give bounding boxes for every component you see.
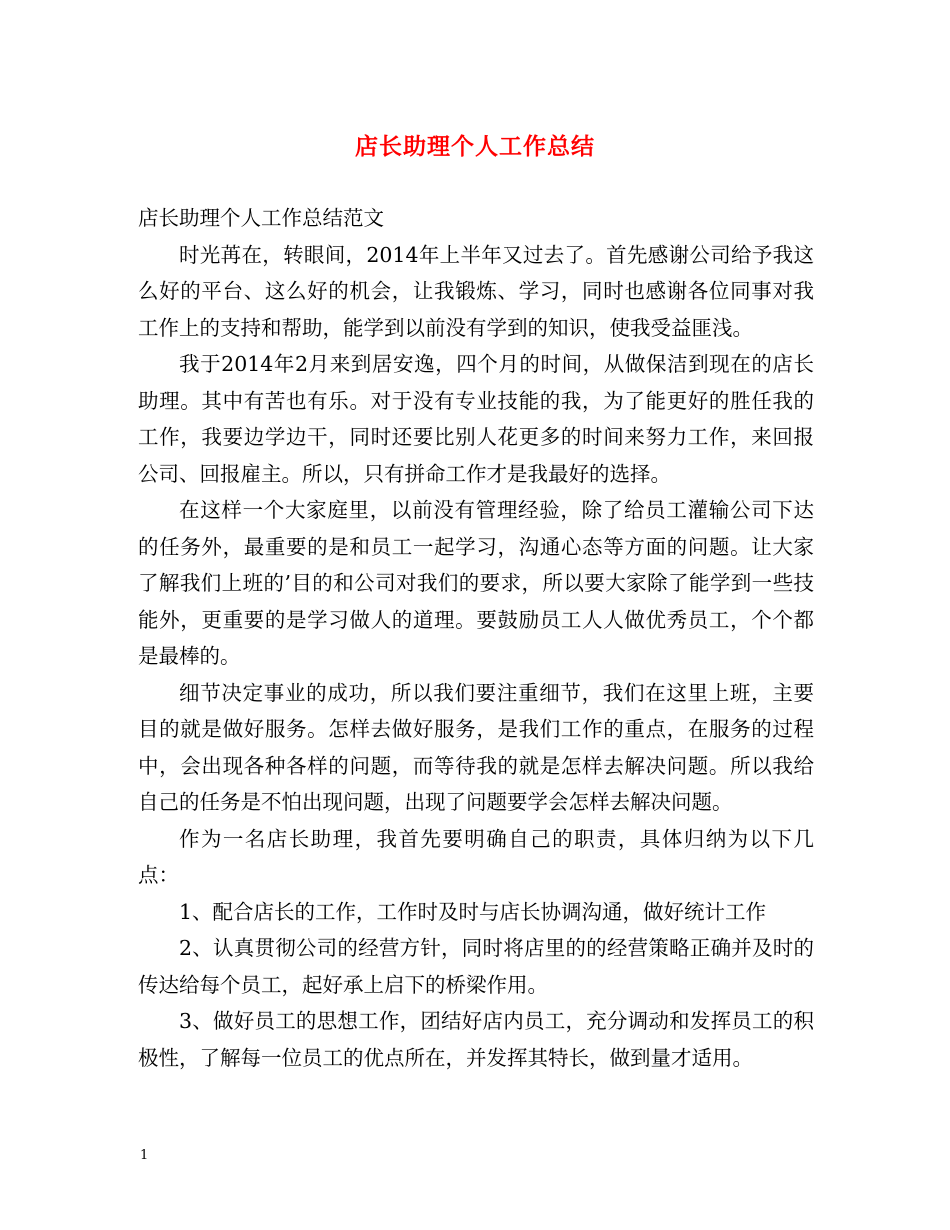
list-item-duty-3: 3、做好员工的思想工作，团结好店内员工，充分调动和发挥员工的积极性，了解每一位员工的优点所在，并发挥其特长，做到量才适用。 (138, 1009, 814, 1070)
subtitle-paragraph: 店长助理个人工作总结范文 (138, 206, 384, 230)
list-item-duty-1: 1、配合店长的工作，工作时及时与店长协调沟通，做好统计工作 (179, 899, 767, 924)
page-number: 1 (140, 1148, 149, 1163)
document-body (138, 200, 814, 1076)
paragraph-background: 我于2014年2月来到居安逸，四个月的时间，从做保洁到现在的店长助理。其中有苦也有乐。对于没有专业技能的我，为了能更好的胜任我的工作，我要边学边干，同时还要比别人花更多的时间来努力工作，来回报公司、回报雇主。所以，只有拼命工作才是我最好的选择。 (138, 352, 814, 486)
paragraph-duties-intro: 作为一名店长助理，我首先要明确自己的职责，具体归纳为以下几点： (138, 826, 814, 887)
list-item-duty-2: 2、认真贯彻公司的经营方针，同时将店里的的经营策略正确并及时的传达给每个员工，起好承上启下的桥梁作用。 (138, 936, 814, 997)
document-title: 店长助理个人工作总结 (355, 133, 595, 160)
paragraph-teamwork: 在这样一个大家庭里，以前没有管理经验，除了给员工灌输公司下达的任务外，最重要的是和员工一起学习，沟通心态等方面的问题。让大家了解我们上班的’目的和公司对我们的要求，所以要大家除了能学到一些技能外，更重要的是学习做人的道理。要鼓励员工人人做优秀员工，个个都是最棒的。 (138, 498, 814, 668)
paragraph-intro: 时光苒在，转眼间，2014年上半年又过去了。首先感谢公司给予我这么好的平台、这么好的机会，让我锻炼、学习，同时也感谢各位同事对我工作上的支持和帮助，能学到以前没有学到的知识，使我受益匪浅。 (138, 242, 814, 340)
paragraph-details: 细节决定事业的成功，所以我们要注重细节，我们在这里上班，主要目的就是做好服务。怎样去做好服务，是我们工作的重点，在服务的过程中，会出现各种各样的问题，而等待我的就是怎样去解决问题。所以我给自己的任务是不怕出现问题，出现了问题要学会怎样去解决问题。 (138, 680, 814, 814)
